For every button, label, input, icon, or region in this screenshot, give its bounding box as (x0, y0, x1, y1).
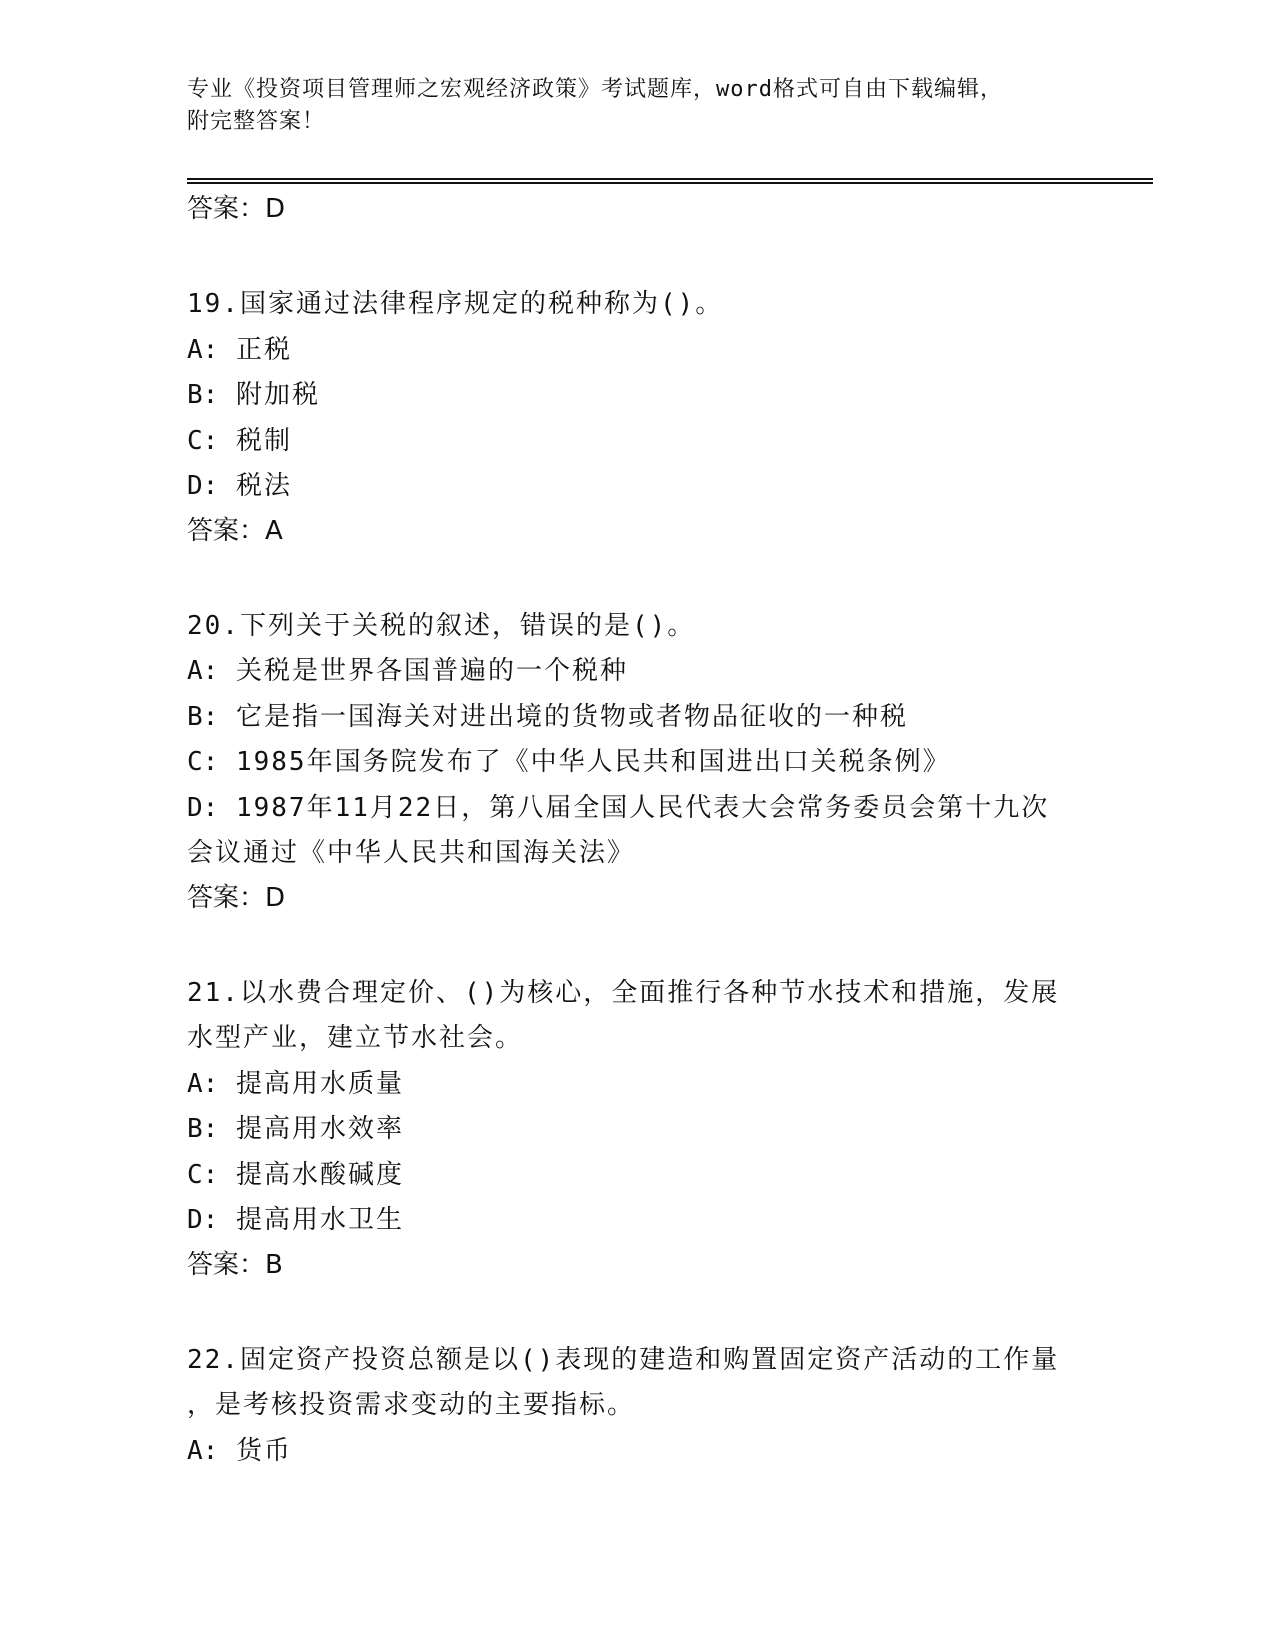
option-d-continuation: 会议通过《中华人民共和国海关法》 (187, 838, 636, 868)
option-b: B: 它是指一国海关对进出境的货物或者物品征收的一种税 (187, 701, 908, 732)
question-21 (187, 971, 1087, 1282)
question-stem: 19.国家通过法律程序规定的税种称为()。 (187, 289, 724, 319)
option-b: B: 提高用水效率 (187, 1114, 404, 1144)
option-a: A: 关税是世界各国普遍的一个税种 (187, 656, 628, 686)
option-d: D: 1987年11月22日，第八届全国人民代表大会常务委员会第十九次 (187, 792, 1050, 823)
option-c: C: 税制 (187, 425, 292, 456)
question-stem: 22.固定资产投资总额是以()表现的建造和购置固定资产活动的工作量 (187, 1344, 1060, 1375)
option-c: C: 提高水酸碱度 (187, 1159, 404, 1190)
option-c: C: 1985年国务院发布了《中华人民共和国进出口关税条例》 (187, 747, 951, 777)
option-d: D: 提高用水卫生 (187, 1205, 404, 1235)
question-stem-continuation: ，是考核投资需求变动的主要指标。 (187, 1390, 636, 1420)
header-line-1: 专业《投资项目管理师之宏观经济政策》考试题库，word格式可自由下载编辑， (187, 77, 1003, 102)
header-divider-bottom (187, 182, 1153, 184)
document-header (187, 74, 1087, 138)
option-b: B: 附加税 (187, 380, 320, 410)
question-list (187, 192, 1087, 1474)
answer-line: 答案：D (187, 194, 286, 224)
question-20 (187, 604, 1087, 915)
header-divider-top (187, 178, 1153, 180)
question-stem: 20.下列关于关税的叙述，错误的是()。 (187, 610, 696, 641)
question-stem: 21.以水费合理定价、()为核心，全面推行各种节水技术和措施，发展 (187, 977, 1060, 1008)
answer-line: 答案：B (187, 1249, 283, 1280)
option-a: A: 正税 (187, 334, 292, 365)
option-d: D: 税法 (187, 471, 292, 501)
header-line-2: 附完整答案！ (187, 109, 326, 134)
question-19 (187, 282, 1087, 548)
answer-line: 答案：D (187, 882, 286, 913)
option-a: A: 货币 (187, 1435, 292, 1466)
option-a: A: 提高用水质量 (187, 1068, 404, 1099)
question-22 (187, 1338, 1087, 1475)
answer-line: 答案：A (187, 515, 283, 546)
question-stem-continuation: 水型产业，建立节水社会。 (187, 1023, 524, 1053)
